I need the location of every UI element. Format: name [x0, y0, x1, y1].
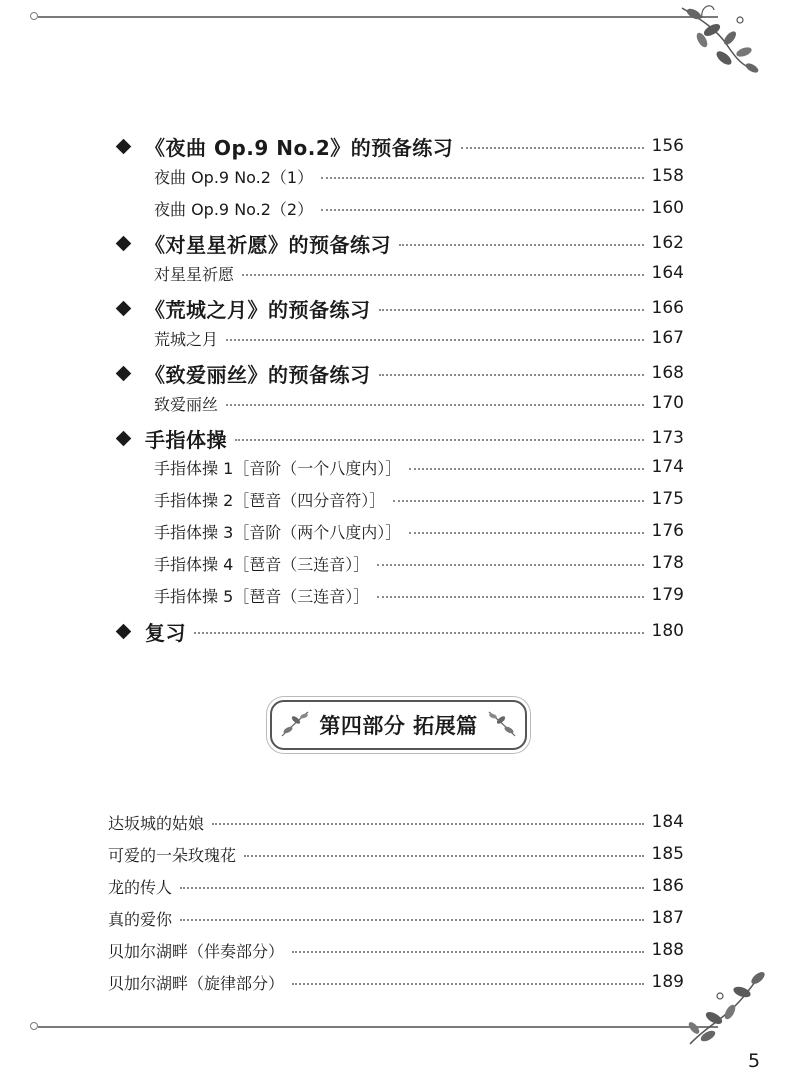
toc-page-number: 185: [651, 844, 684, 864]
toc-item[interactable]: [108, 904, 684, 932]
leader-dots: [379, 309, 644, 311]
leader-dots: [235, 439, 644, 441]
diamond-bullet-icon: [116, 365, 132, 381]
toc-item[interactable]: [154, 549, 684, 577]
toc-section-title: 手指体操: [145, 427, 227, 452]
leader-dots: [377, 596, 643, 598]
toc-page-number: 188: [651, 940, 684, 960]
toc-item[interactable]: [108, 872, 684, 900]
top-rule: [38, 16, 718, 18]
toc-page-number: 189: [651, 972, 684, 992]
toc-page-number: 184: [651, 812, 684, 832]
leader-dots: [242, 274, 644, 276]
toc-item[interactable]: [108, 968, 684, 996]
toc-item-title: 夜曲 Op.9 No.2（2）: [154, 199, 314, 219]
toc-section-title: 《荒城之月》的预备练习: [145, 297, 371, 322]
toc-page-number: 168: [651, 363, 684, 383]
leader-dots: [212, 823, 644, 825]
diamond-bullet-icon: [116, 623, 132, 639]
toc-page-number: 179: [651, 585, 684, 605]
toc-item[interactable]: [154, 485, 684, 513]
leader-dots: [226, 404, 644, 406]
toc-section[interactable]: [110, 423, 684, 453]
diamond-bullet-icon: [116, 138, 132, 154]
toc-page-number: 180: [651, 621, 684, 641]
toc-page-number: 170: [651, 393, 684, 413]
toc-item-title: 龙的传人: [108, 877, 173, 897]
toc-item-title: 达坂城的姑娘: [108, 813, 205, 833]
toc-section[interactable]: [110, 616, 684, 646]
toc-item-title: 手指体操 3［音阶（两个八度内）］: [154, 522, 402, 542]
toc-item-title: 夜曲 Op.9 No.2（1）: [154, 167, 314, 187]
toc-item-title: 致爱丽丝: [154, 394, 219, 414]
toc-page-number: 158: [651, 166, 684, 186]
toc-section[interactable]: [110, 228, 684, 258]
toc-item[interactable]: [154, 517, 684, 545]
toc-page-number: 156: [651, 136, 684, 156]
vine-leaf-icon: [483, 706, 519, 742]
toc-section-title: 复习: [145, 620, 186, 645]
toc-item-title: 手指体操 4［琶音（三连音）］: [154, 554, 370, 574]
top-rule-cap: [30, 12, 38, 20]
leader-dots: [409, 532, 643, 534]
toc-item-title: 真的爱你: [108, 909, 173, 929]
part-title: 第四部分 拓展篇: [319, 714, 478, 738]
toc-page-number: 187: [651, 908, 684, 928]
toc-page-number: 173: [651, 428, 684, 448]
page-number: 5: [748, 1050, 761, 1072]
leader-dots: [292, 951, 644, 953]
toc-item-title: 贝加尔湖畔（伴奏部分）: [108, 941, 285, 961]
toc-section-title: 《对星星祈愿》的预备练习: [145, 232, 391, 257]
toc-page-number: 174: [651, 457, 684, 477]
leader-dots: [292, 983, 644, 985]
toc-item[interactable]: [108, 936, 684, 964]
toc-page-number: 186: [651, 876, 684, 896]
toc-item[interactable]: [108, 840, 684, 868]
toc-item[interactable]: [154, 453, 684, 481]
leader-dots: [321, 177, 643, 179]
toc-item-title: 贝加尔湖畔（旋律部分）: [108, 973, 285, 993]
leader-dots: [393, 500, 643, 502]
vine-leaf-icon: [278, 706, 314, 742]
toc-item[interactable]: [154, 162, 684, 190]
diamond-bullet-icon: [116, 300, 132, 316]
toc-item[interactable]: [154, 194, 684, 222]
leader-dots: [409, 468, 643, 470]
bottom-rule: [38, 1026, 718, 1028]
toc-item-title: 荒城之月: [154, 329, 219, 349]
toc-item-title: 手指体操 5［琶音（三连音）］: [154, 586, 370, 606]
toc-page-number: 162: [651, 233, 684, 253]
toc-section[interactable]: [110, 131, 684, 161]
leader-dots: [399, 244, 644, 246]
leader-dots: [461, 147, 643, 149]
toc-item[interactable]: [108, 808, 684, 836]
diamond-bullet-icon: [116, 430, 132, 446]
toc-page-number: 164: [651, 263, 684, 283]
toc-page-number: 176: [651, 521, 684, 541]
part-banner: [270, 700, 527, 750]
toc-item[interactable]: [154, 324, 684, 352]
leader-dots: [194, 632, 644, 634]
bottom-rule-cap: [30, 1022, 38, 1030]
toc-section[interactable]: [110, 358, 684, 388]
leader-dots: [226, 339, 644, 341]
leader-dots: [180, 919, 644, 921]
leader-dots: [379, 374, 644, 376]
vine-leaf-icon: [672, 0, 768, 80]
leader-dots: [321, 209, 643, 211]
toc-item[interactable]: [154, 581, 684, 609]
vine-leaf-icon: [680, 966, 776, 1050]
toc-page-number: 175: [651, 489, 684, 509]
leader-dots: [180, 887, 644, 889]
toc-item-title: 对星星祈愿: [154, 264, 235, 284]
toc-page-number: 178: [651, 553, 684, 573]
toc-section-title: 《夜曲 Op.9 No.2》的预备练习: [145, 135, 454, 160]
toc-item-title: 可爱的一朵玫瑰花: [108, 845, 237, 865]
toc-page-number: 167: [651, 328, 684, 348]
toc-item[interactable]: [154, 259, 684, 287]
diamond-bullet-icon: [116, 235, 132, 251]
toc-page-number: 166: [651, 298, 684, 318]
toc-section-title: 《致爱丽丝》的预备练习: [145, 362, 371, 387]
toc-item[interactable]: [154, 389, 684, 417]
toc-item-title: 手指体操 2［琶音（四分音符）］: [154, 490, 386, 510]
toc-section[interactable]: [110, 293, 684, 323]
leader-dots: [244, 855, 644, 857]
toc-item-title: 手指体操 1［音阶（一个八度内）］: [154, 458, 402, 478]
toc-page-number: 160: [651, 198, 684, 218]
leader-dots: [377, 564, 643, 566]
